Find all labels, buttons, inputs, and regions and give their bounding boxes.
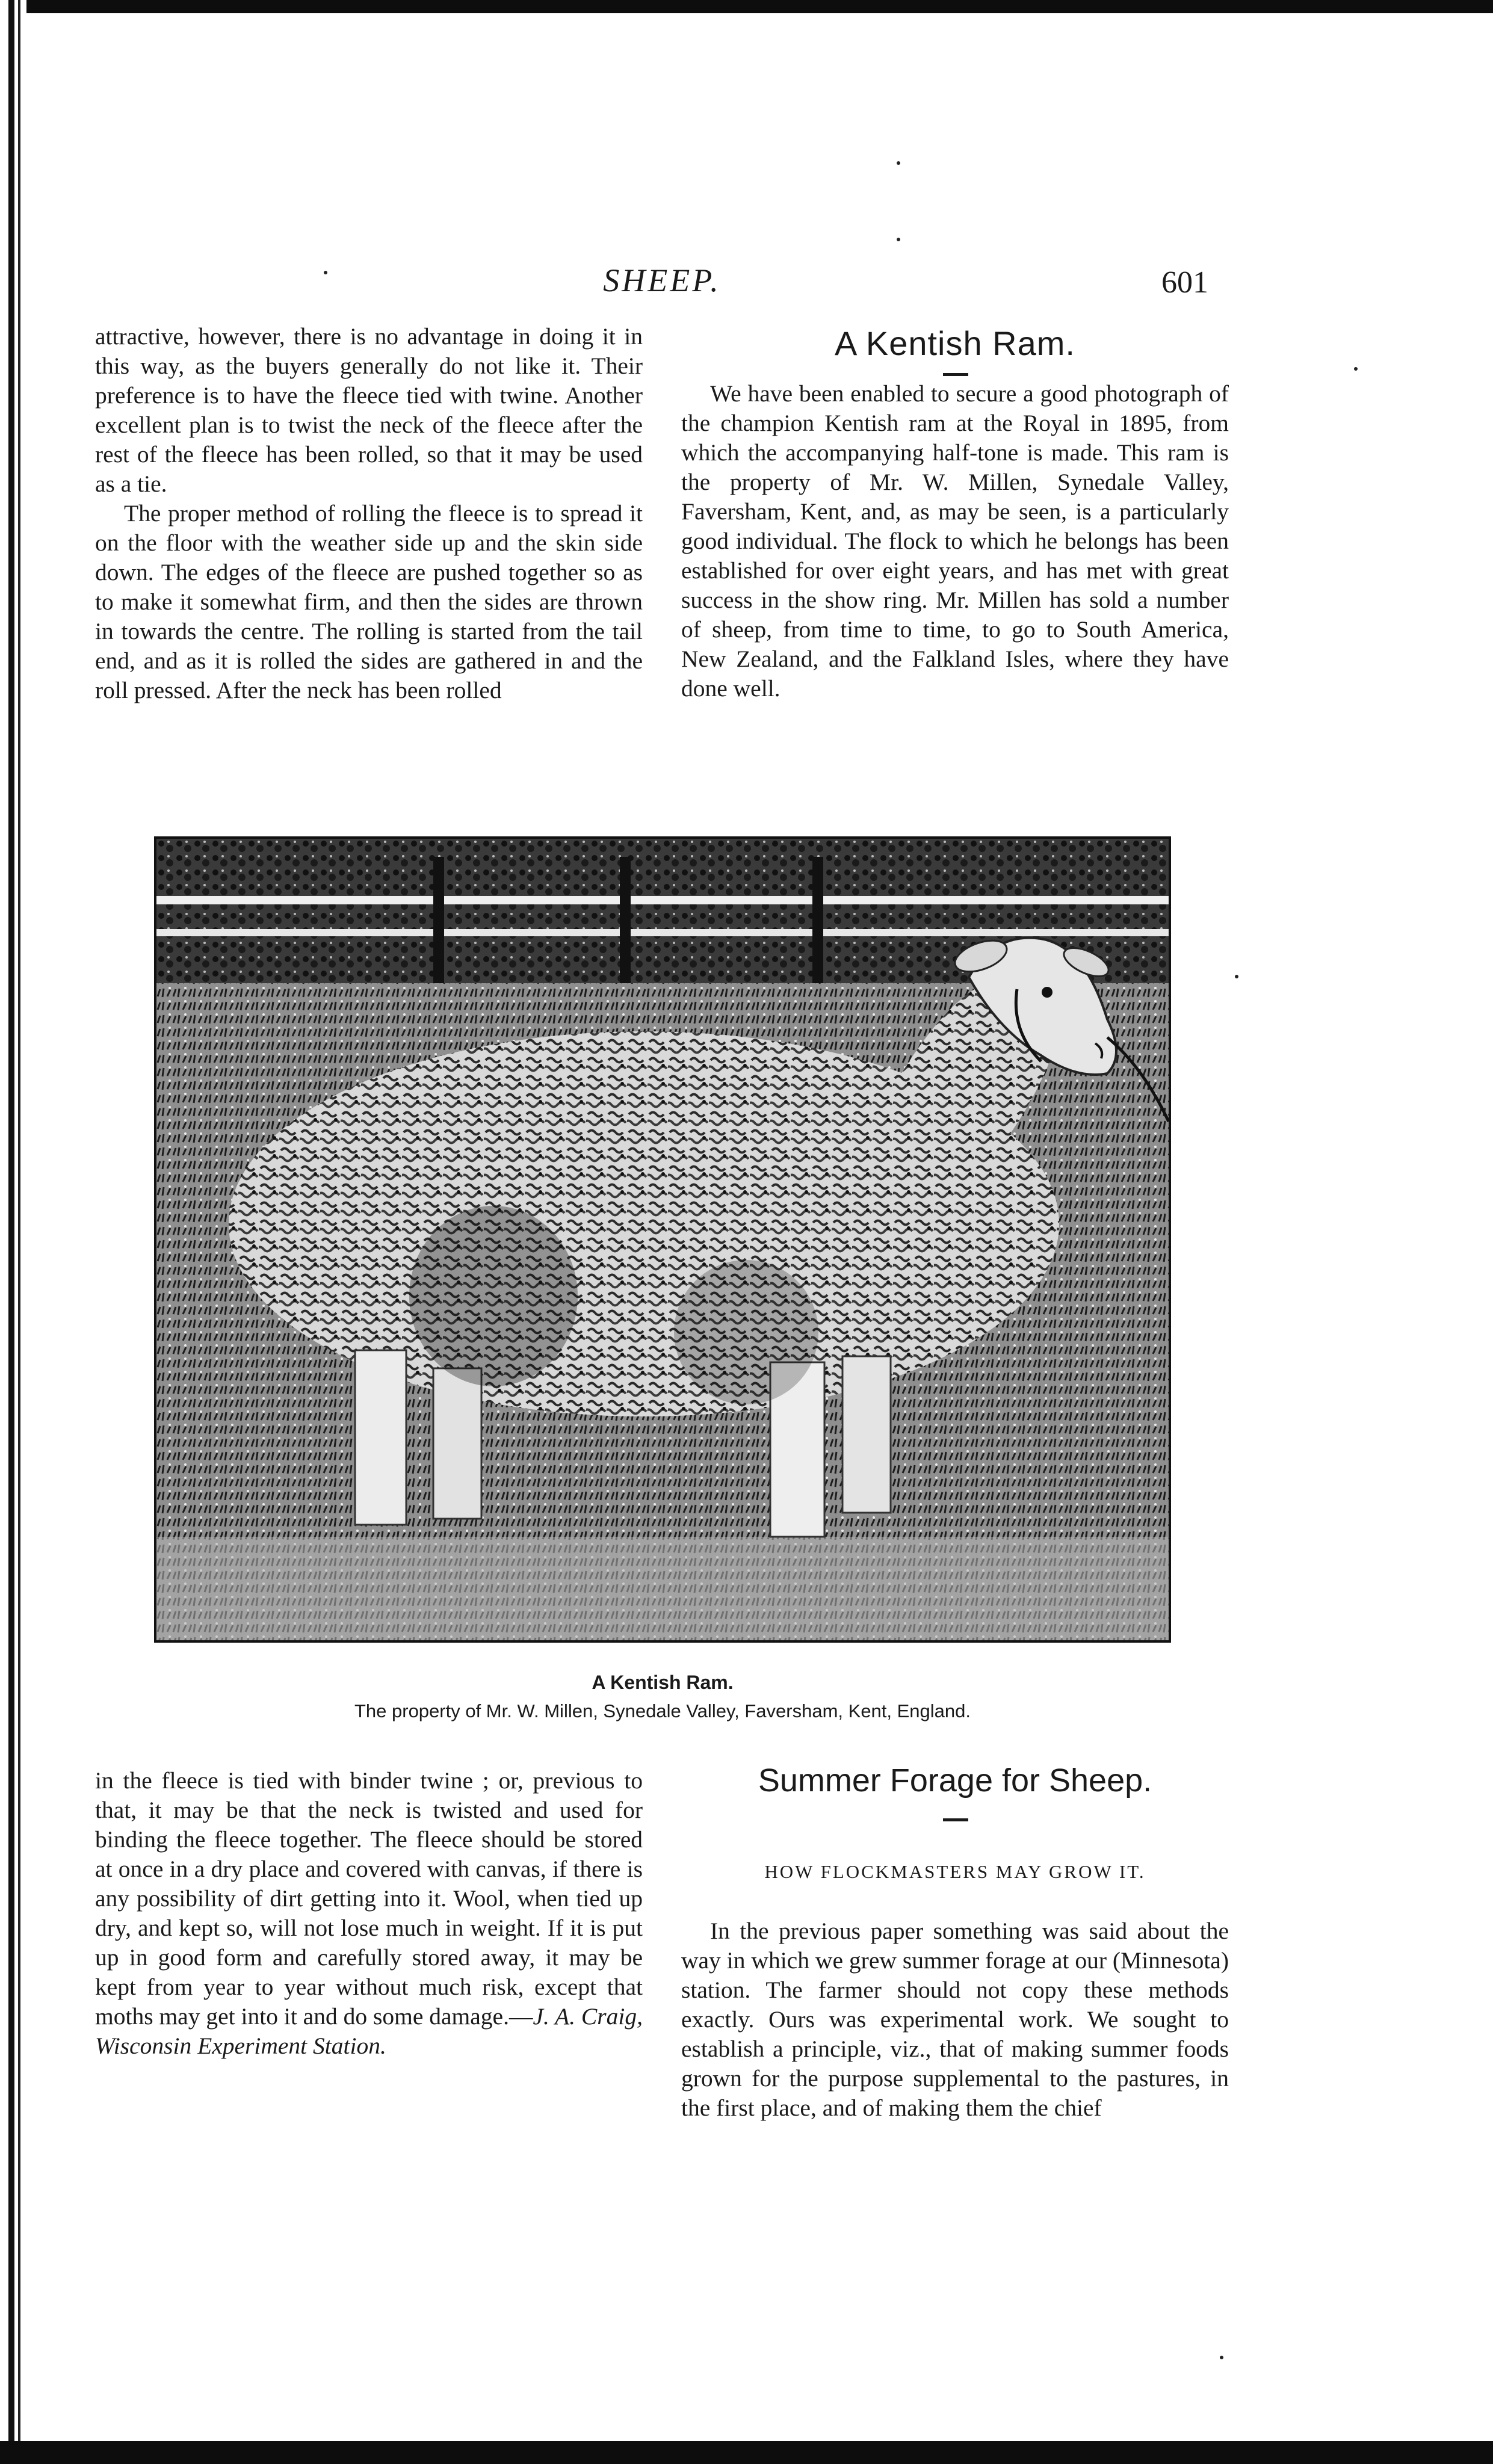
- article-heading-kentish-ram: A Kentish Ram.: [835, 324, 1075, 362]
- paragraph: We have been enabled to secure a good photograph of the champion Kentish ram at the Royal in 1895, from which the accompanying half-tone is made. This ram is the property of Mr. W. Millen, Synedale Valley, Faversham, Kent, and, as may be seen, is a particularly good individual. The flock to which he belongs has been established for over eight years, and has met with great success in the show ring. Mr. Millen has sold a number of sheep, from time to time, to go to South America, New Zealand, and the Falkland Isles, where they have done well.: [681, 380, 1229, 702]
- running-title: SHEEP.: [603, 262, 721, 298]
- paragraph: [95, 1766, 643, 2061]
- scan-speck: [324, 271, 327, 274]
- paragraph: In the previous paper something was said about the way in which we grew summer forage at our (Minnesota) station. The farmer should not copy these methods exactly. Ours was experimental work. We sought to establish a principle, viz., that of making summer foods grown for the purpose supplemental to the pastures, in the first place, and of making them the chief: [681, 1918, 1229, 2121]
- scan-speck: [897, 238, 900, 241]
- scan-speck: [897, 161, 900, 165]
- left-column-top: [95, 322, 643, 705]
- summer-forage-article-body: [681, 1916, 1229, 2123]
- paragraph-text: in the fleece is tied with binder twine ; or, previous to that, it may be that the neck is twisted and used for binding the fleece together. The fleece should be stored at once in a dry place and covered with canvas, if there is any possibility of dirt getting into it. Wool, when tied up dry, and kept so, will not lose much in weight. If it is put up in good form and carefully stored away, it may be kept from year to year without much risk, except that moths may get into it and do some damage.—: [95, 1767, 643, 2030]
- article-subheading: HOW FLOCKMASTERS MAY GROW IT.: [764, 1861, 1146, 1882]
- scan-speck: [1235, 975, 1238, 978]
- scan-border-top: [0, 0, 1493, 13]
- left-column-bottom: [95, 1766, 643, 2061]
- kentish-ram-article-body: [681, 379, 1229, 703]
- heading-rule: [943, 373, 968, 376]
- article-heading-summer-forage: Summer Forage for Sheep.: [758, 1762, 1152, 1799]
- heading-rule: [943, 1818, 968, 1821]
- attribution: J. A. Craig, Wisconsin Experiment Station.: [95, 2003, 643, 2059]
- paragraph: The proper method of rolling the fleece is to spread it on the floor with the weather side up and the skin side down. The edges of the fleece are pushed together so as to make it somewhat firm, and then the sides are thrown in towards the centre. The rolling is started from the tail end, and as it is rolled the sides are gathered in and the roll pressed. After the neck has been rolled: [95, 500, 643, 703]
- photo-caption-title: A Kentish Ram.: [592, 1672, 734, 1693]
- kentish-ram-photo: [154, 836, 1171, 1643]
- scan-speck: [1354, 367, 1358, 371]
- paragraph: attractive, however, there is no advantage in doing it in this way, as the buyers generally do not like it. Their preference is to have the fleece tied with twine. Another excellent plan is to twist the neck of the fleece after the rest of the fleece has been rolled, so that it may be used as a tie.: [95, 323, 643, 497]
- scan-border-left: [0, 0, 26, 2464]
- scan-speck: [1220, 2356, 1223, 2359]
- page-number: 601: [1161, 265, 1208, 300]
- scan-border-bottom: [0, 2441, 1493, 2464]
- ram-illustration: [156, 839, 1169, 1640]
- photo-caption-text: The property of Mr. W. Millen, Synedale Valley, Faversham, Kent, England.: [354, 1700, 971, 1721]
